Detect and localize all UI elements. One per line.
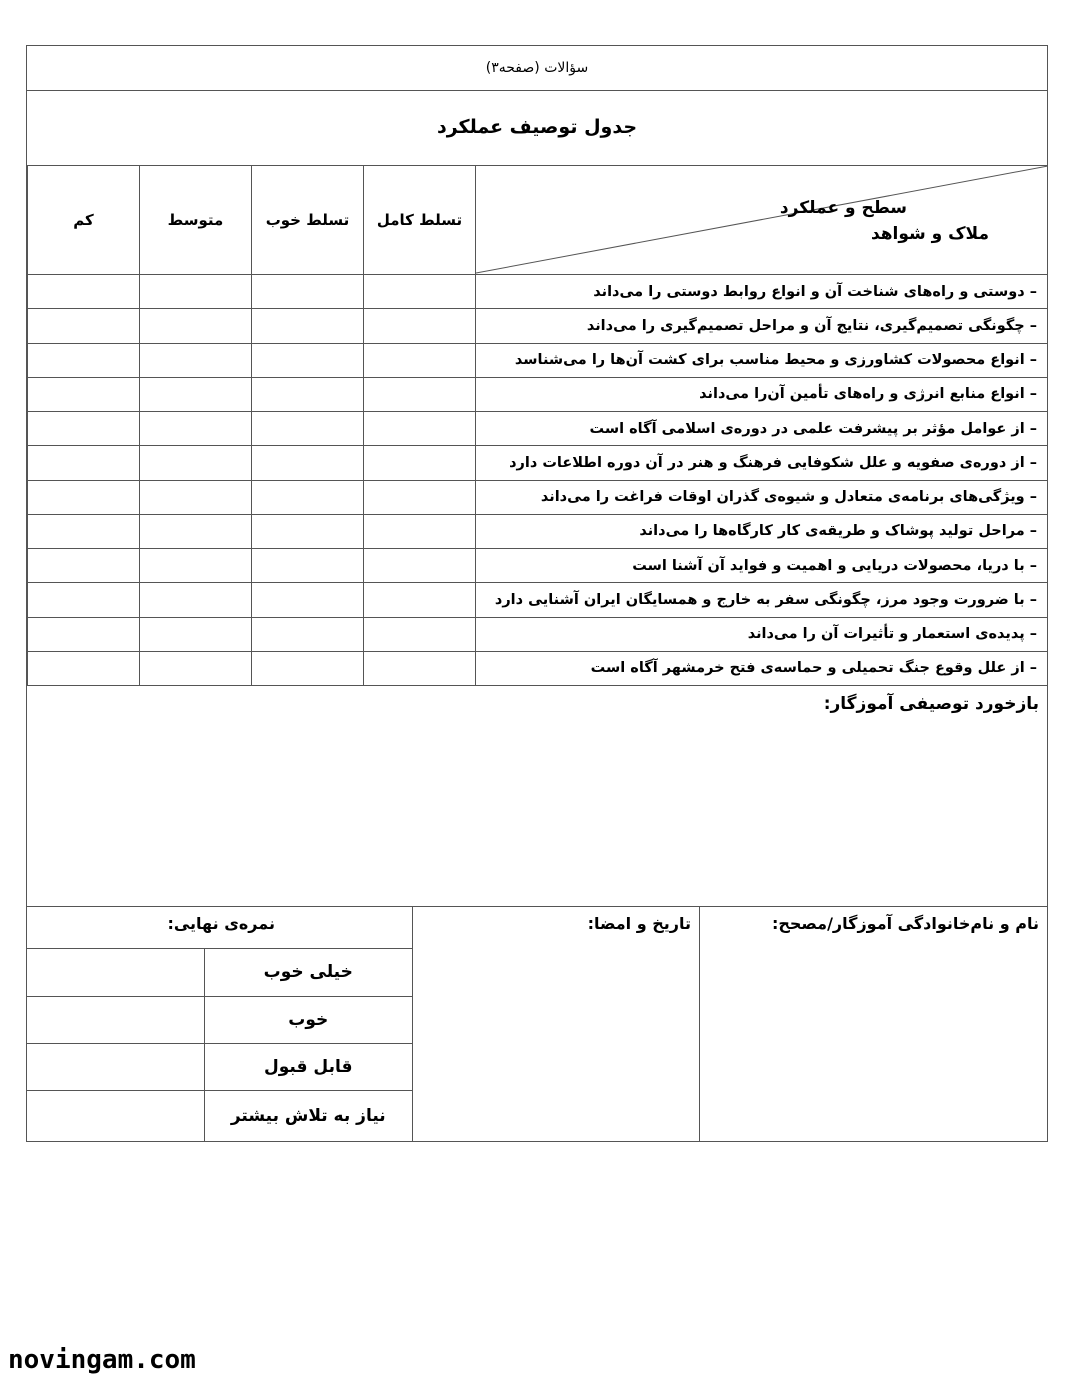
mark-cell[interactable] [252, 480, 364, 514]
final-grade-label: نمره‌ی نهایی: [167, 914, 275, 933]
mark-cell[interactable] [28, 617, 140, 651]
mark-cell[interactable] [252, 549, 364, 583]
mark-cell[interactable] [140, 309, 252, 343]
teacher-name-field[interactable] [699, 906, 1047, 1141]
criterion-text: – مراحل تولید پوشاک و طریقه‌ی کار کارگاه‌ها را می‌داند [476, 514, 1048, 548]
mark-cell[interactable] [364, 617, 476, 651]
mark-cell[interactable] [28, 549, 140, 583]
criterion-text: – ویژگی‌های برنامه‌ی متعادل و شیوه‌ی گذران اوقات فراغت را می‌داند [476, 480, 1048, 514]
mark-cell[interactable] [252, 617, 364, 651]
table-row [28, 583, 1048, 617]
criterion-text: – از عوامل مؤثر بر پیشرفت علمی در دوره‌ی اسلامی آگاه است [476, 412, 1048, 446]
grade-acceptable: قابل قبول [204, 1043, 412, 1090]
table-title: جدول توصیف عملکرد [27, 90, 1047, 166]
mark-cell[interactable] [140, 651, 252, 685]
mark-cell[interactable] [28, 651, 140, 685]
grade-mark-cell[interactable] [27, 1090, 204, 1141]
signature-section [27, 906, 1047, 1141]
mark-cell[interactable] [140, 583, 252, 617]
grade-row [27, 949, 412, 996]
mark-cell[interactable] [28, 583, 140, 617]
table-row [28, 446, 1048, 480]
mark-cell[interactable] [364, 651, 476, 685]
grade-mark-cell[interactable] [27, 996, 204, 1043]
evaluation-sheet [26, 45, 1048, 1142]
table-row [28, 275, 1048, 309]
mark-cell[interactable] [140, 514, 252, 548]
mark-cell[interactable] [364, 343, 476, 377]
criterion-text: – انواع محصولات کشاورزی و محیط مناسب برای کشت آن‌ها را می‌شناسد [476, 343, 1048, 377]
table-row [28, 549, 1048, 583]
grade-row [27, 1090, 412, 1141]
criterion-text: – پدیده‌ی استعمار و تأثیرات آن را می‌داند [476, 617, 1048, 651]
mark-cell[interactable] [28, 309, 140, 343]
criterion-text: – با ضرورت وجود مرز، چگونگی سفر به خارج و همسایگان ایران آشنایی دارد [476, 583, 1048, 617]
table-row [28, 480, 1048, 514]
grade-row [27, 1043, 412, 1090]
table-row [28, 617, 1048, 651]
table-row [28, 343, 1048, 377]
mark-cell[interactable] [252, 412, 364, 446]
grade-needs-effort: نیاز به تلاش بیشتر [204, 1090, 412, 1141]
mark-cell[interactable] [252, 377, 364, 411]
diagonal-line [476, 166, 1048, 275]
mark-cell[interactable] [252, 514, 364, 548]
date-signature-label: تاریخ و امضا: [587, 914, 691, 933]
mark-cell[interactable] [28, 412, 140, 446]
mark-cell[interactable] [364, 275, 476, 309]
mark-cell[interactable] [28, 514, 140, 548]
mark-cell[interactable] [364, 412, 476, 446]
table-row [28, 412, 1048, 446]
grade-mark-cell[interactable] [27, 949, 204, 996]
mark-cell[interactable] [28, 275, 140, 309]
level-full-mastery: تسلط کامل [364, 166, 476, 275]
mark-cell[interactable] [252, 446, 364, 480]
mark-cell[interactable] [252, 583, 364, 617]
level-low: کم [28, 166, 140, 275]
teacher-name-label: نام و نام‌خانوادگی آموزگار/مصحح: [771, 914, 1039, 933]
criterion-text: – انواع منابع انرژی و راه‌های تأمین آن‌را می‌داند [476, 377, 1048, 411]
mark-cell[interactable] [140, 480, 252, 514]
mark-cell[interactable] [364, 583, 476, 617]
mark-cell[interactable] [252, 651, 364, 685]
mark-cell[interactable] [140, 446, 252, 480]
table-row [28, 377, 1048, 411]
table-row [28, 309, 1048, 343]
mark-cell[interactable] [364, 446, 476, 480]
criterion-text: – چگونگی تصمیم‌گیری، نتایج آن و مراحل تصمیم‌گیری را می‌داند [476, 309, 1048, 343]
mark-cell[interactable] [364, 309, 476, 343]
site-watermark: novingam.com [8, 1345, 196, 1375]
mark-cell[interactable] [252, 275, 364, 309]
mark-cell[interactable] [140, 377, 252, 411]
mark-cell[interactable] [140, 275, 252, 309]
final-grade-header [27, 906, 412, 949]
mark-cell[interactable] [364, 514, 476, 548]
mark-cell[interactable] [140, 549, 252, 583]
diagonal-header-cell [476, 166, 1048, 275]
grade-mark-cell[interactable] [27, 1043, 204, 1090]
page-label: سؤالات (صفحه۳) [27, 46, 1047, 91]
criterion-text: – با دریا، محصولات دریایی و اهمیت و فواید آن آشنا است [476, 549, 1048, 583]
mark-cell[interactable] [28, 377, 140, 411]
mark-cell[interactable] [252, 343, 364, 377]
performance-table [27, 165, 1048, 686]
criterion-text: – از علل وقوع جنگ تحمیلی و حماسه‌ی فتح خرمشهر آگاه است [476, 651, 1048, 685]
grade-very-good: خیلی خوب [204, 949, 412, 996]
table-row [28, 514, 1048, 548]
mark-cell[interactable] [140, 343, 252, 377]
mark-cell[interactable] [140, 617, 252, 651]
teacher-feedback-box[interactable] [27, 686, 1047, 907]
mark-cell[interactable] [252, 309, 364, 343]
mark-cell[interactable] [28, 480, 140, 514]
mark-cell[interactable] [28, 343, 140, 377]
mark-cell[interactable] [364, 549, 476, 583]
criterion-text: – دوستی و راه‌های شناخت آن و انواع روابط دوستی را می‌داند [476, 275, 1048, 309]
teacher-feedback-label: بازخورد توصیفی آموزگار: [823, 694, 1039, 714]
grade-table [27, 949, 412, 1141]
grade-row [27, 996, 412, 1043]
mark-cell[interactable] [140, 412, 252, 446]
mark-cell[interactable] [364, 480, 476, 514]
criteria-label: ملاک و شواهد [870, 224, 989, 244]
mark-cell[interactable] [364, 377, 476, 411]
performance-level-label: سطح و عملکرد [779, 198, 907, 218]
criterion-text: – از دوره‌ی صفویه و علل شکوفایی فرهنگ و هنر در آن دوره اطلاعات دارد [476, 446, 1048, 480]
date-signature-field[interactable] [412, 906, 699, 1141]
mark-cell[interactable] [28, 446, 140, 480]
grade-good: خوب [204, 996, 412, 1043]
level-good-mastery: تسلط خوب [252, 166, 364, 275]
table-row [28, 651, 1048, 685]
level-average: متوسط [140, 166, 252, 275]
final-grade-box [27, 906, 412, 1141]
